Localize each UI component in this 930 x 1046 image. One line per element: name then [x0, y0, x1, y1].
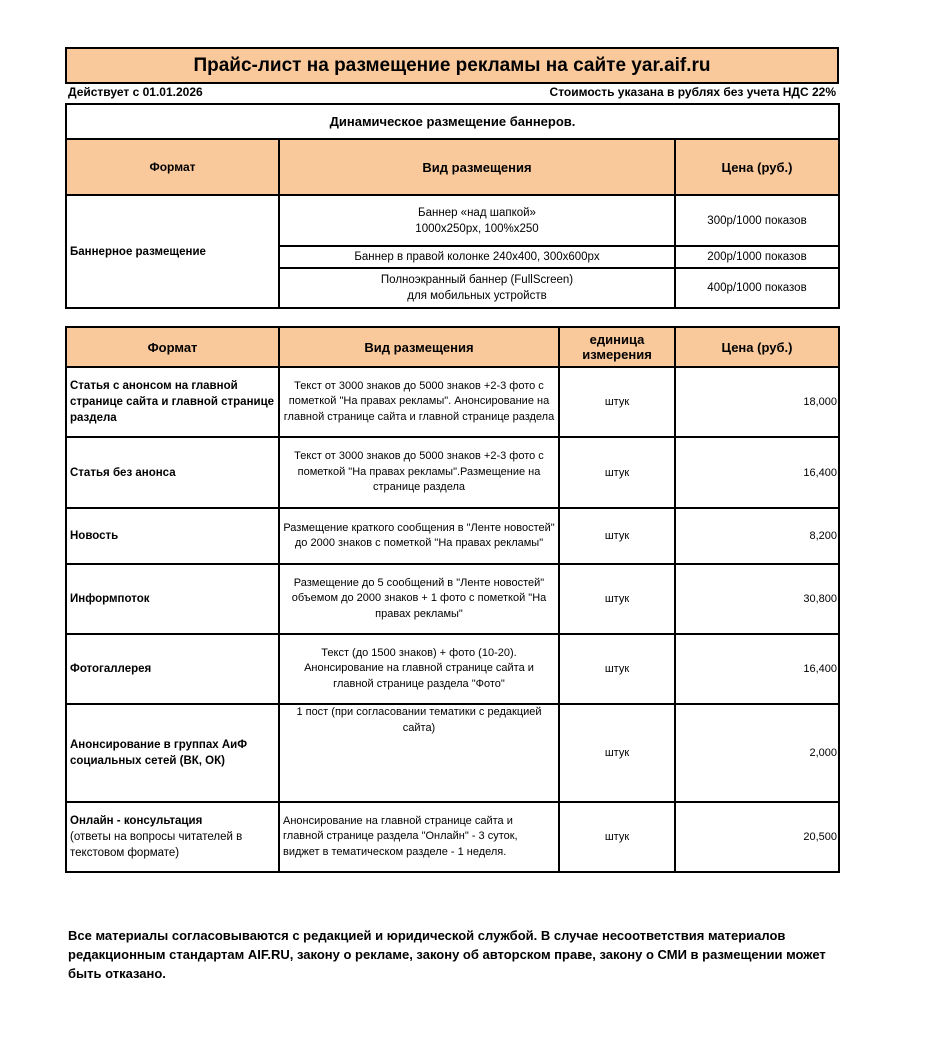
- banner-price: 300р/1000 показов: [675, 195, 839, 246]
- row-format: Новость: [66, 508, 279, 564]
- row-unit: штук: [559, 634, 675, 704]
- row-format: Информпоток: [66, 564, 279, 634]
- row-format: Статья с анонсом на главной странице сайта и главной странице раздела: [66, 367, 279, 437]
- banner-section-title: Динамическое размещение баннеров.: [66, 104, 839, 139]
- banner-placement: [279, 268, 675, 308]
- row-format-title: Онлайн - консультация: [70, 815, 203, 827]
- row-price: 18,000: [675, 367, 839, 437]
- banner-section-row: [66, 104, 839, 139]
- banner-placement-line2: 1000x250px, 100%x250: [415, 222, 539, 235]
- col-format: Формат: [66, 139, 279, 195]
- row-unit: штук: [559, 564, 675, 634]
- col-price: Цена (руб.): [675, 327, 839, 367]
- row-format: Статья без анонса: [66, 437, 279, 508]
- table-row: [66, 802, 839, 872]
- row-price: 20,500: [675, 802, 839, 872]
- col-format: Формат: [66, 327, 279, 367]
- row-price: 16,400: [675, 437, 839, 508]
- row-description: Анонсирование на главной странице сайта и главной странице раздела "Онлайн" - 3 суток, виджет в тематическом разделе - 1 неделя.: [279, 802, 559, 872]
- page-title: Прайс-лист на размещение рекламы на сайте yar.aif.ru: [65, 47, 839, 84]
- table-row: [66, 634, 839, 704]
- row-description: 1 пост (при согласовании тематики с редакцией сайта): [279, 704, 559, 802]
- table-row: [66, 367, 839, 437]
- row-price: 16,400: [675, 634, 839, 704]
- banner-placement-line1: Полноэкранный баннер (FullScreen): [380, 274, 574, 286]
- banner-placement-line1: Баннер «над шапкой»: [418, 206, 536, 219]
- row-description: Текст (до 1500 знаков) + фото (10-20). Анонсирование на главной странице сайта и главной странице раздела "Фото": [279, 634, 559, 704]
- col-price: Цена (руб.): [675, 139, 839, 195]
- row-unit: штук: [559, 437, 675, 508]
- banner-row: [66, 195, 839, 246]
- table-row: [66, 704, 839, 802]
- valid-from-text: Действует с 01.01.2026: [68, 85, 203, 99]
- banner-price: 400р/1000 показов: [675, 268, 839, 308]
- row-format: Анонсирование в группах АиФ социальных сетей (ВК, ОК): [66, 704, 279, 802]
- row-description: Размещение краткого сообщения в "Ленте новостей" до 2000 знаков с пометкой "На правах рекламы": [279, 508, 559, 564]
- footnote: Все материалы согласовываются с редакцией и юридической службой. В случае несоответствия материалов редакционным стандартам AIF.RU, закону о рекламе, закону об авторском праве, закону о СМИ в размещении может быть отказано.: [68, 928, 826, 981]
- banner-price: 200р/1000 показов: [675, 246, 839, 268]
- col-placement: Вид размещения: [279, 327, 559, 367]
- row-price: 2,000: [675, 704, 839, 802]
- row-description: Текст от 3000 знаков до 5000 знаков +2-3 фото с пометкой "На правах рекламы".Размещение на странице раздела: [279, 437, 559, 508]
- subheader: [68, 85, 836, 101]
- banner-placement-line2: для мобильных устройств: [407, 290, 547, 302]
- row-unit: штук: [559, 367, 675, 437]
- table-row: [66, 437, 839, 508]
- row-description: Текст от 3000 знаков до 5000 знаков +2-3 фото с пометкой "На правах рекламы". Анонсирование на главной странице сайта и главной странице раздела: [279, 367, 559, 437]
- row-format-note: (ответы на вопросы читателей в текстовом формате): [70, 831, 243, 859]
- materials-header-row: [66, 327, 839, 367]
- table-row: [66, 564, 839, 634]
- banner-placement: Баннер в правой колонке 240x400, 300x600px: [279, 246, 675, 268]
- row-unit: штук: [559, 704, 675, 802]
- banner-price-table: [65, 103, 840, 309]
- vat-note-text: Стоимость указана в рублях без учета НДС 22%: [549, 85, 836, 99]
- banner-header-row: [66, 139, 839, 195]
- row-unit: штук: [559, 508, 675, 564]
- row-format: [66, 802, 279, 872]
- banner-format: Баннерное размещение: [66, 195, 279, 308]
- col-placement: Вид размещения: [279, 139, 675, 195]
- row-price: 8,200: [675, 508, 839, 564]
- row-price: 30,800: [675, 564, 839, 634]
- row-description: Размещение до 5 сообщений в "Ленте новостей" объемом до 2000 знаков + 1 фото с пометкой "На правах рекламы": [279, 564, 559, 634]
- row-unit: штук: [559, 802, 675, 872]
- banner-placement: [279, 195, 675, 246]
- col-unit: единица измерения: [559, 327, 675, 367]
- materials-price-table: [65, 326, 840, 873]
- row-format: Фотогаллерея: [66, 634, 279, 704]
- table-row: [66, 508, 839, 564]
